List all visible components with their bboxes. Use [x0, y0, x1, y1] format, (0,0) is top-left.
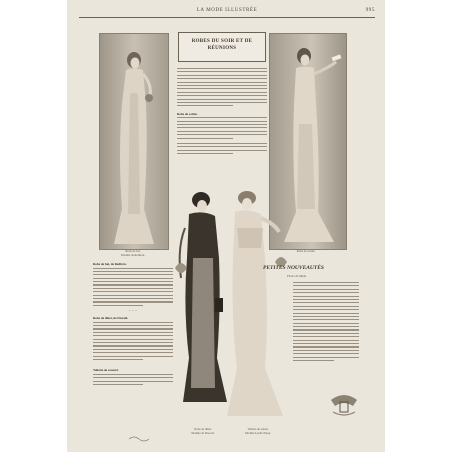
text-line — [177, 85, 267, 86]
text-line — [93, 349, 173, 350]
subhead-toilette: Toilette de concert. — [93, 368, 119, 373]
text-line — [293, 333, 359, 334]
text-line — [177, 71, 267, 72]
text-line — [93, 305, 143, 306]
text-line — [93, 288, 173, 289]
text-line — [93, 374, 173, 375]
page-number: 995 — [365, 8, 375, 13]
text-line — [93, 274, 173, 275]
text-line — [93, 322, 173, 323]
text-line — [93, 278, 173, 279]
text-line — [177, 134, 267, 135]
caption-center-left-title: Robe de dîner. — [194, 427, 212, 431]
text-line — [293, 360, 334, 361]
text-line — [177, 146, 267, 147]
text-line — [93, 295, 173, 296]
text-line — [293, 326, 359, 327]
text-line — [293, 323, 359, 324]
text-line — [293, 319, 359, 320]
text-line — [177, 68, 267, 69]
text-line — [93, 332, 173, 333]
text-line — [293, 289, 359, 290]
magazine-page — [67, 0, 385, 452]
caption-center-right — [229, 428, 287, 435]
caption-left — [111, 250, 155, 257]
text-line — [293, 313, 359, 314]
text-line — [293, 353, 359, 354]
text-line — [293, 350, 359, 351]
text-line — [177, 102, 267, 103]
text-line — [293, 343, 359, 344]
caption-center-right-title: Toilette de soirée. — [247, 427, 269, 431]
text-line — [93, 291, 173, 292]
text-line — [177, 127, 267, 128]
text-line — [93, 359, 143, 360]
text-line — [177, 99, 267, 100]
caption-center-right-credit: Modèle Lucile Paray. — [245, 430, 271, 435]
text-line — [177, 150, 267, 151]
text-line — [93, 268, 173, 269]
text-line — [177, 105, 233, 106]
caption-right — [281, 250, 331, 254]
headline-box — [178, 32, 266, 62]
text-line — [293, 340, 359, 341]
divider-ornament: ~ ~ ~ — [128, 308, 138, 314]
text-line — [177, 75, 267, 76]
text-line — [293, 346, 359, 347]
photo-ball-gown — [99, 33, 169, 250]
text-line — [93, 339, 173, 340]
text-line — [293, 296, 359, 297]
text-line — [293, 299, 359, 300]
text-line — [93, 345, 173, 346]
text-line — [93, 271, 173, 272]
text-line — [177, 95, 267, 96]
text-line — [177, 78, 267, 79]
text-line — [93, 342, 173, 343]
text-line — [93, 352, 173, 353]
text-line — [93, 384, 143, 385]
text-line — [93, 298, 173, 299]
text-line — [177, 82, 267, 83]
text-line — [293, 302, 359, 303]
caption-center-left-credit: Modèle de Drecoll. — [191, 430, 215, 435]
text-line — [93, 328, 173, 329]
text-line — [93, 281, 173, 282]
text-line — [93, 381, 173, 382]
subhead-robe-bal: Robe de bal, de Redfern. — [93, 262, 127, 266]
text-line — [177, 117, 267, 118]
magazine-title: LA MODE ILLUSTRÉE — [196, 8, 258, 13]
text-line — [177, 88, 267, 89]
text-line — [293, 336, 359, 337]
headline-line1: ROBES DU SOIR ET DE — [191, 39, 253, 44]
left-text-column — [93, 262, 173, 387]
text-line — [293, 309, 359, 310]
text-line — [93, 377, 173, 378]
text-line — [93, 284, 173, 285]
text-line — [177, 138, 233, 139]
subhead-robe-soiree: Robe de soirée. — [177, 111, 198, 116]
text-line — [93, 325, 173, 326]
text-line — [293, 292, 359, 293]
text-line — [177, 153, 233, 154]
text-line — [177, 121, 267, 122]
text-line — [177, 124, 267, 125]
text-line — [93, 301, 173, 302]
header-rule — [79, 17, 375, 18]
section-subtitle: Fleurs de Mode. — [287, 274, 307, 278]
section-title: PETITES NOUVEAUTÉS — [263, 265, 324, 271]
floral-ornament — [129, 430, 149, 448]
center-text-column — [177, 68, 267, 156]
buckle-illustration — [329, 392, 359, 423]
text-line — [293, 306, 359, 307]
headline-line2: RÉUNIONS — [207, 46, 237, 51]
text-line — [293, 316, 359, 317]
text-line — [177, 131, 267, 132]
text-line — [293, 357, 359, 358]
text-line — [293, 285, 359, 286]
right-text-column — [293, 282, 359, 363]
text-line — [177, 143, 267, 144]
caption-center-left — [183, 428, 223, 435]
text-line — [177, 92, 267, 93]
subhead-robe-diner: Robe de dîner, de Drecoll. — [93, 316, 129, 321]
caption-left-title: Robe de bal. — [125, 249, 141, 253]
text-line — [293, 329, 359, 330]
caption-left-credit: Modèle de Redfern. — [121, 252, 145, 257]
text-line — [293, 282, 359, 283]
text-line — [93, 356, 173, 357]
photo-dinner-and-evening-toilettes — [175, 188, 287, 426]
text-line — [93, 335, 173, 336]
caption-right-title: Robe de soirée. — [296, 249, 316, 253]
